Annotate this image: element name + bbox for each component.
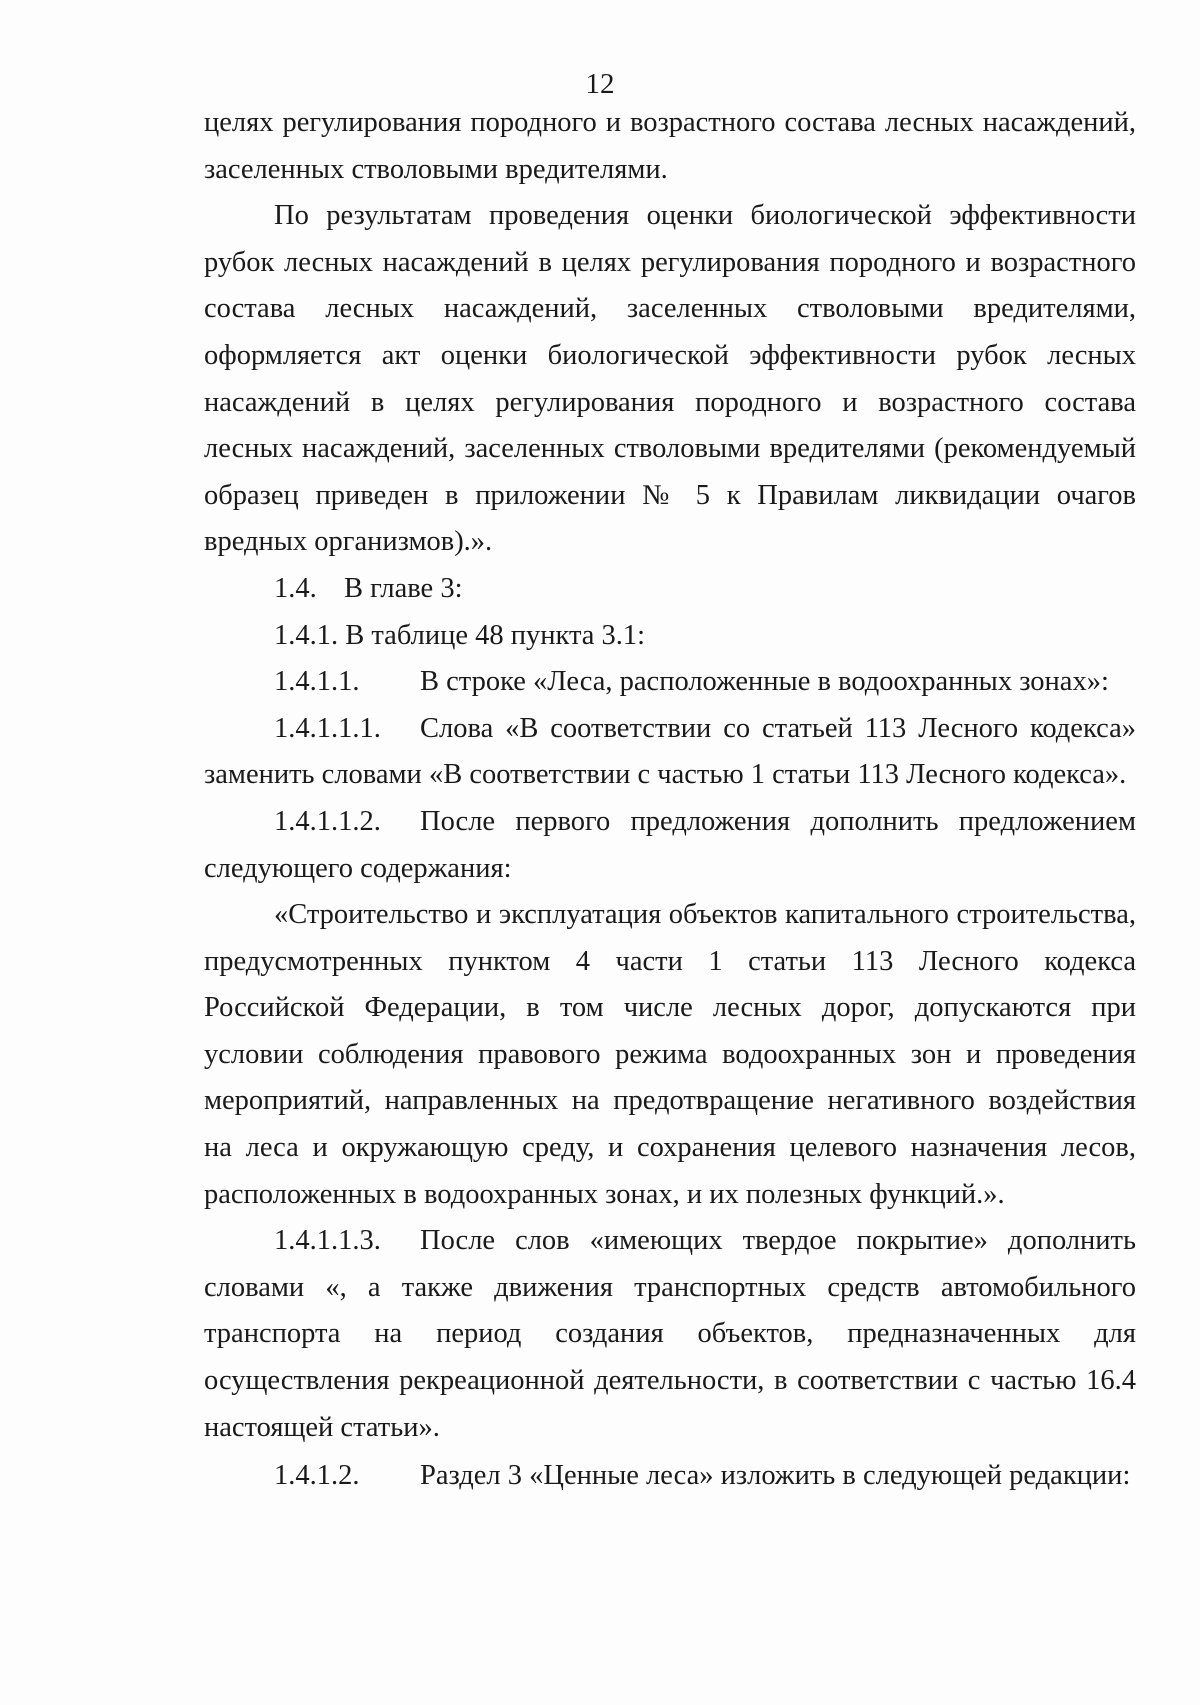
document-body [204,100,1136,1500]
item-number: 1.4.1.1.3. [274,1225,381,1257]
paragraph-assessment-act: По результатам проведения оценки биологической эффективности рубок лесных насаждений в целях регулирования породного и возрастного состава лесных насаждений, заселенных стволовыми вредителями, оформляется акт оценки биологической эффективности рубок лесных насаждений в целях регулирования породного и возрастного состава лесных насаждений, заселенных стволовыми вредителями (рекомендуемый образец приведен в приложении № 5 к Правилам ликвидации очагов вредных организмов).». [204,200,1136,558]
item-text: В главе 3: [344,572,463,604]
item-1-4-1-1 [204,659,1136,706]
item-1-4-1: 1.4.1. В таблице 48 пункта 3.1: [274,619,646,651]
item-1-4-1-1-1-first-line [204,706,1136,753]
item-number: 1.4.1.1.1. [274,712,381,744]
paragraph-continuation: целях регулирования породного и возрастного состава лесных насаждений, заселенных стволовыми вредителями. [204,107,1136,185]
item-text: В строке «Леса, расположенные в водоохранных зонах»: [420,666,1109,698]
page-number: 12 [585,68,615,100]
item-number: 1.4. [274,572,317,604]
item-text: Раздел 3 «Ценные леса» изложить в следующей редакции: [420,1460,1131,1492]
item-1-4-1-1-1-rest: заменить словами «В соответствии с частью 1 статьи 113 Лесного кодекса». [204,759,1127,791]
item-text-first-line: После первого предложения дополнить предложением [420,805,1136,837]
item-1-4-1-1-2-rest: следующего содержания: [204,852,512,884]
quoted-amendment: «Строительство и эксплуатация объектов капитального строительства, предусмотренных пунктом 4 части 1 статьи 113 Лесного кодекса Российской Федерации, в том числе лесных дорог, допускаются при условии соблюдения правового режима водоохранных зон и проведения мероприятий, направленных на предотвращение негативного воздействия на леса и окружающую среду, и сохранения целевого назначения лесов, расположенных в водоохранных зонах, и их полезных функций.». [204,899,1136,1210]
item-1-4 [204,566,1136,613]
item-number: 1.4.1.1. [274,666,360,698]
item-number: 1.4.1.1.2. [274,805,381,837]
item-text-first-line: Слова «В соответствии со статьей 113 Лесного кодекса» [420,712,1136,744]
item-number: 1.4.1.2. [274,1460,360,1492]
item-1-4-1-1-3-first-line [204,1218,1136,1265]
item-1-4-1-1-2-first-line [204,799,1136,846]
item-text-first-line: После слов «имеющих твердое покрытие» дополнить [420,1225,1136,1257]
item-1-4-1-1-3-rest: словами «, а также движения транспортных средств автомобильного транспорта на период создания объектов, предназначенных для осуществления рекреационной деятельности, в соответствии с частью 16.4 настоящей статьи». [204,1271,1136,1443]
item-1-4-1-2 [204,1453,1136,1500]
